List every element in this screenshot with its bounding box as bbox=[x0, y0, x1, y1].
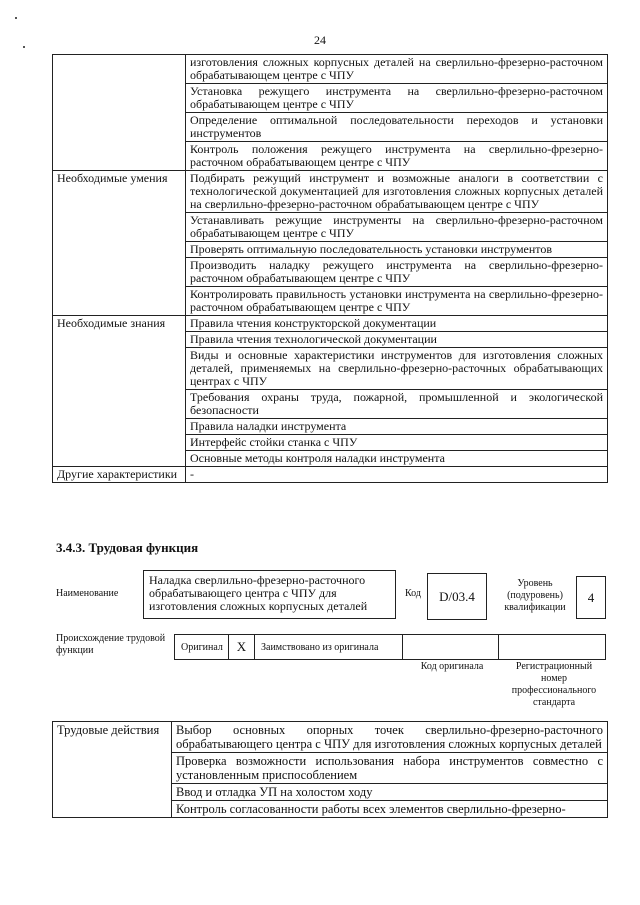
function-name-box: Наладка сверлильно-фрезерно-расточного обрабатывающего центра с ЧПУ для изготовления сложных корпусных деталей bbox=[143, 570, 396, 619]
table-row bbox=[53, 55, 608, 84]
code-original-cell bbox=[403, 635, 499, 659]
competency-table bbox=[52, 54, 608, 483]
row-label: Трудовые действия bbox=[53, 722, 172, 818]
original-mark-cell bbox=[229, 635, 255, 659]
table-cell: изготовления сложных корпусных деталей на сверлильно-фрезерно-расточном обрабатывающем центре с ЧПУ bbox=[186, 55, 608, 84]
table-cell: Правила чтения технологической документации bbox=[186, 332, 608, 348]
table-cell: Ввод и отладка УП на холостом ходу bbox=[172, 784, 608, 801]
table-cell: Контролировать правильность установки инструмента на сверлильно-фрезерно-расточном обрабатывающем центре с ЧПУ bbox=[186, 287, 608, 316]
table-cell: Требования охраны труда, пожарной, промышленной и экологической безопасности bbox=[186, 390, 608, 419]
page-number: 24 bbox=[314, 33, 326, 47]
table-cell: Правила наладки инструмента bbox=[186, 419, 608, 435]
level-value: 4 bbox=[576, 576, 606, 619]
table-row bbox=[53, 722, 608, 753]
section-heading: 3.4.3. Трудовая функция bbox=[56, 540, 199, 555]
table-cell: Контроль согласованности работы всех элементов сверлильно-фрезерно- bbox=[172, 801, 608, 818]
borrowed-label: Заимствовано из оригинала bbox=[261, 641, 379, 653]
origin-label: Происхождение трудовой функции bbox=[56, 633, 166, 656]
reg-number-cell bbox=[499, 635, 605, 659]
row-label: Другие характеристики bbox=[53, 467, 186, 483]
original-mark: X bbox=[236, 639, 247, 654]
table-cell: Установка режущего инструмента на сверлильно-фрезерно-расточном обрабатывающем центре с ЧПУ bbox=[186, 84, 608, 113]
table-cell: Правила чтения конструкторской документации bbox=[186, 316, 608, 332]
code-value: D/03.4 bbox=[427, 573, 487, 620]
table-cell: Контроль положения режущего инструмента на сверлильно-фрезерно-расточном обрабатывающем центре с ЧПУ bbox=[186, 142, 608, 171]
table-row bbox=[53, 171, 608, 213]
table-row bbox=[53, 467, 608, 483]
level-label: Уровень (подуровень) квалификации bbox=[504, 578, 566, 613]
table-cell: - bbox=[186, 467, 608, 483]
scan-speck bbox=[15, 17, 17, 19]
row-label bbox=[53, 55, 186, 171]
original-cell bbox=[175, 635, 229, 659]
borrowed-cell bbox=[255, 635, 403, 659]
table-cell: Проверять оптимальную последовательность установки инструментов bbox=[186, 242, 608, 258]
table-cell: Проверка возможности использования набора инструментов совместно с установленным приспособлением bbox=[172, 753, 608, 784]
table-cell: Устанавливать режущие инструменты на сверлильно-фрезерно-расточном обрабатывающем центре с ЧПУ bbox=[186, 213, 608, 242]
table-cell: Основные методы контроля наладки инструмента bbox=[186, 451, 608, 467]
origin-row bbox=[174, 634, 606, 660]
name-label: Наименование bbox=[56, 588, 119, 599]
code-original-caption: Код оригинала bbox=[420, 661, 484, 672]
table-cell: Подбирать режущий инструмент и возможные аналоги в соответствии с технологической документацией для изготовления сложных корпусных деталей на сверлильно-фрезерно-расточном обрабатывающем центре с ЧПУ bbox=[186, 171, 608, 213]
labor-actions-table bbox=[52, 721, 608, 818]
table-cell: Производить наладку режущего инструмента на сверлильно-фрезерно-расточном обрабатывающем центре с ЧПУ bbox=[186, 258, 608, 287]
code-label: Код bbox=[405, 588, 421, 599]
row-label: Необходимые знания bbox=[53, 316, 186, 467]
table-cell: Выбор основных опорных точек сверлильно-фрезерно-расточного обрабатывающего центра с ЧПУ для изготовления сложных корпусных деталей bbox=[172, 722, 608, 753]
table-cell: Виды и основные характеристики инструментов для изготовления сложных деталей, применяемых на сверлильно-фрезерно-расточных обрабатывающих центрах с ЧПУ bbox=[186, 348, 608, 390]
table-cell: Определение оптимальной последовательности переходов и установки инструментов bbox=[186, 113, 608, 142]
table-cell: Интерфейс стойки станка с ЧПУ bbox=[186, 435, 608, 451]
reg-number-caption: Регистрационный номер профессионального стандарта bbox=[511, 661, 597, 708]
original-label: Оригинал bbox=[181, 641, 223, 653]
table-row bbox=[53, 316, 608, 332]
row-label: Необходимые умения bbox=[53, 171, 186, 316]
